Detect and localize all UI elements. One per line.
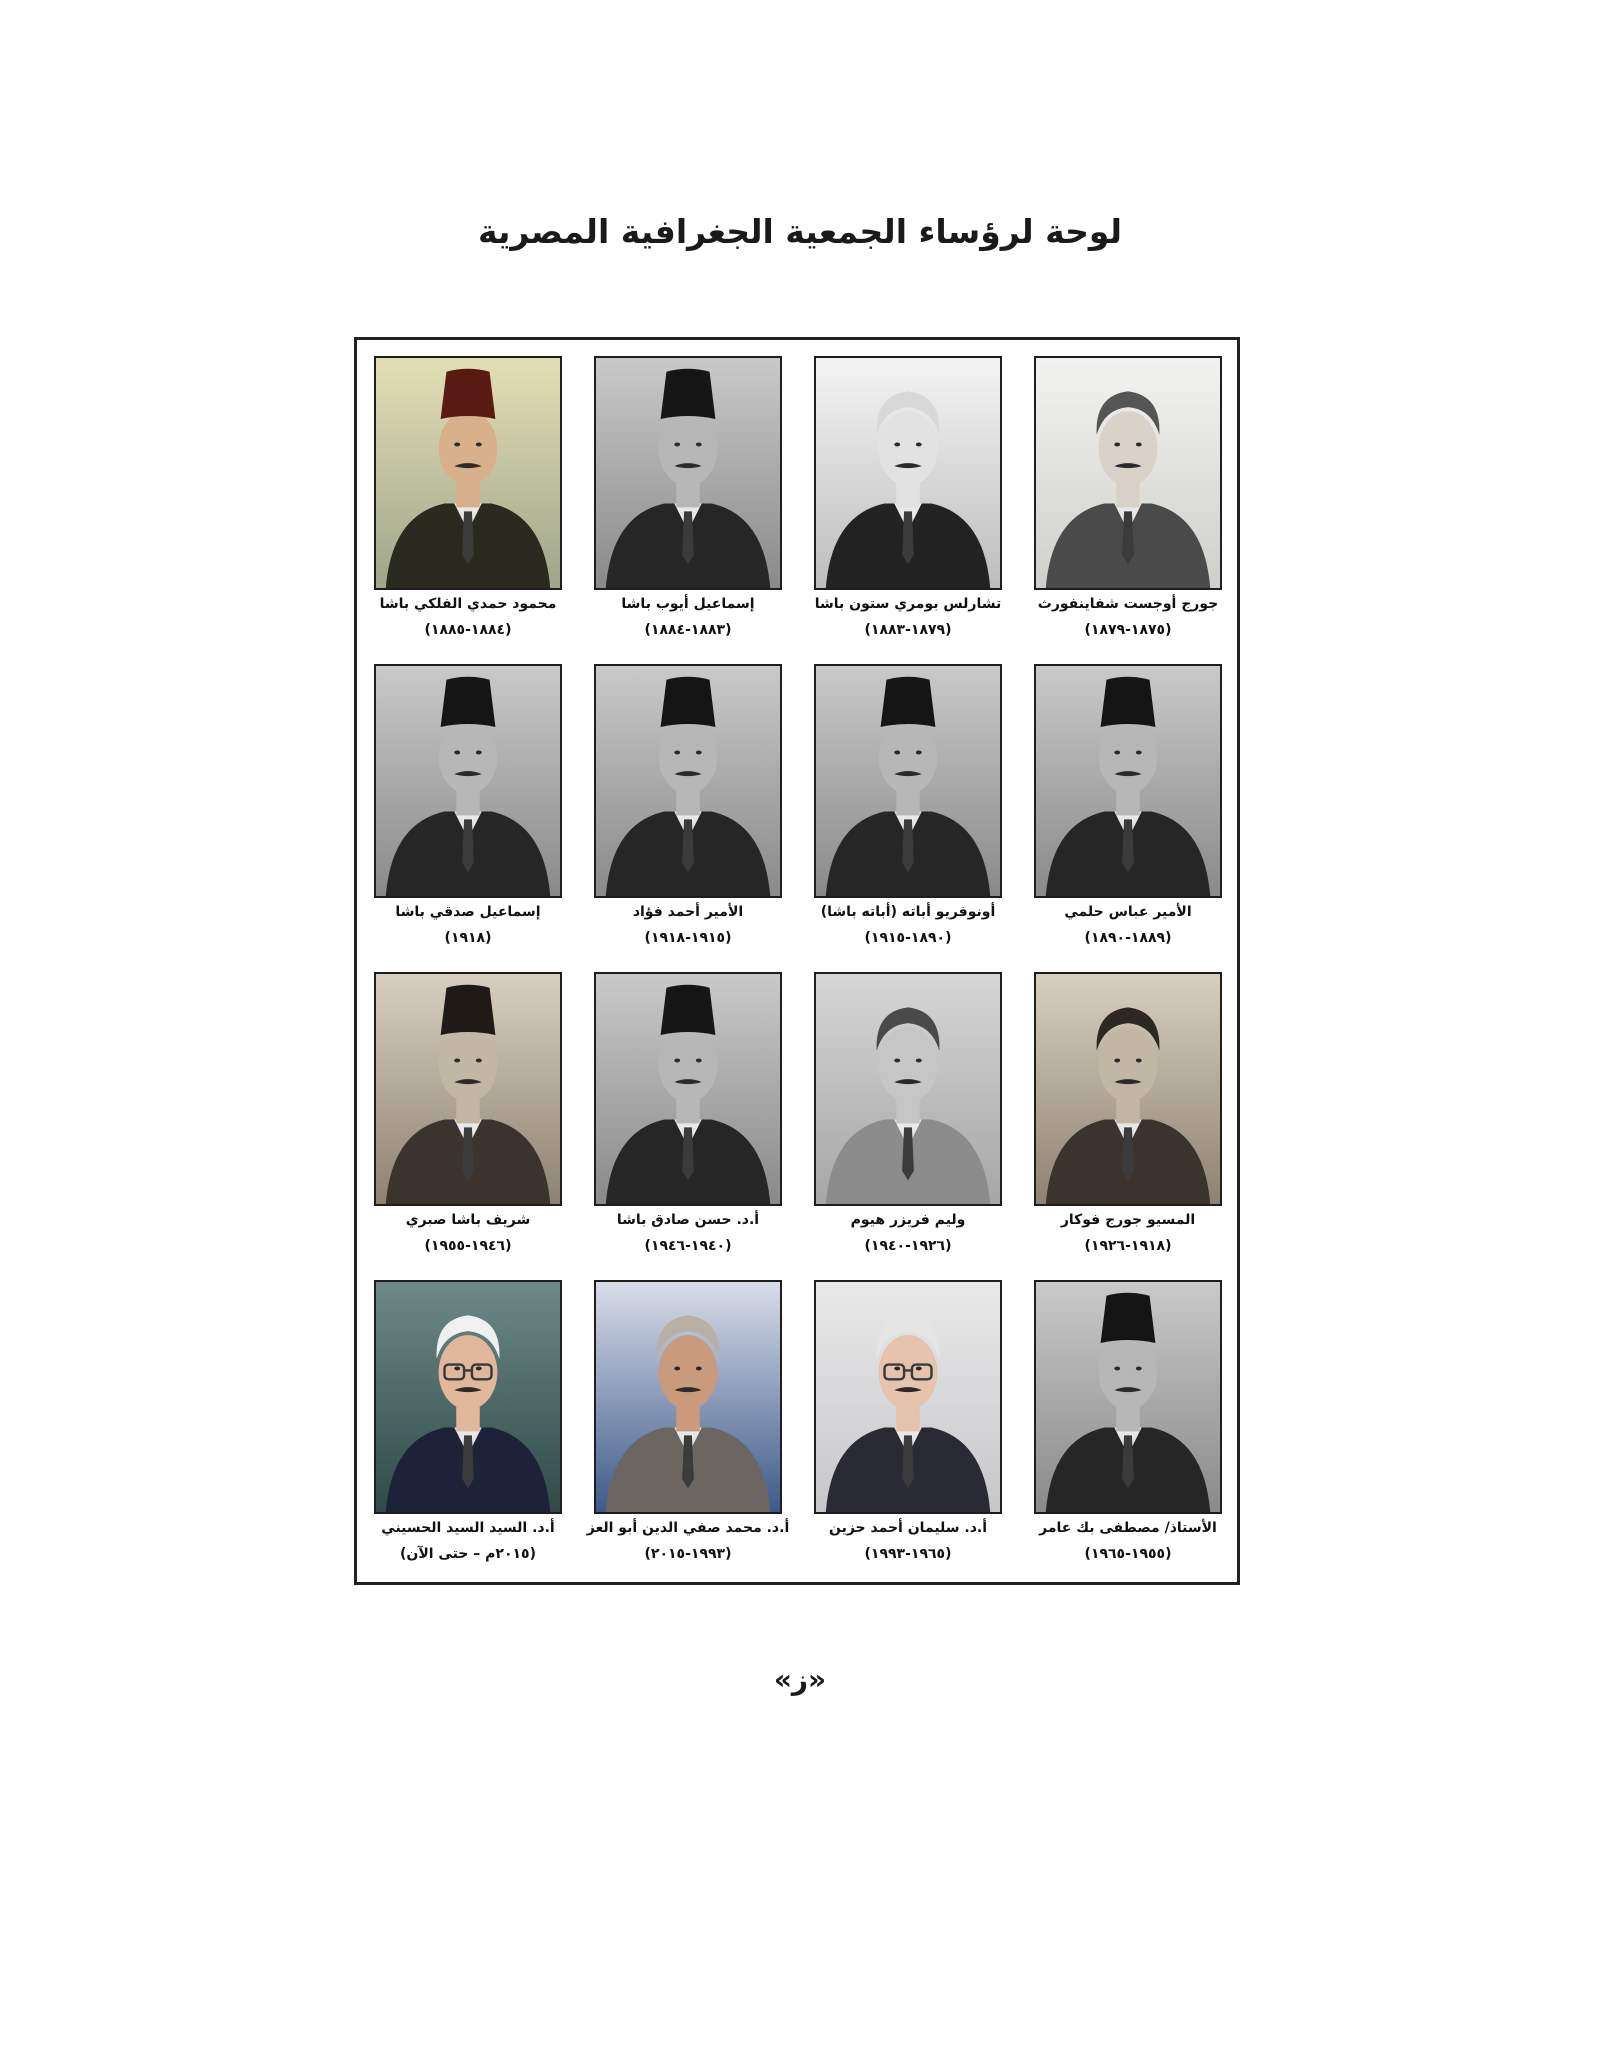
face	[439, 411, 498, 486]
tie	[1122, 511, 1134, 564]
tie	[462, 511, 474, 564]
president-name: أ.د. حسن صادق باشا	[616, 1212, 760, 1228]
president-card	[594, 972, 782, 1268]
tie	[682, 819, 694, 872]
president-name: إسماعيل أيوب باشا	[621, 596, 755, 612]
fez-hat	[661, 985, 716, 1035]
president-portrait	[1034, 356, 1222, 590]
tie	[462, 1435, 474, 1488]
president-term-years: (١٩٩٣-٢٠١٥)	[644, 1546, 732, 1562]
fez-hat	[441, 985, 496, 1035]
tie	[902, 511, 914, 564]
fez-hat	[1101, 677, 1156, 727]
face	[439, 1335, 498, 1410]
fez-hat	[881, 677, 936, 727]
face	[1099, 719, 1158, 794]
face	[1099, 411, 1158, 486]
tie	[902, 819, 914, 872]
president-card	[586, 1280, 790, 1576]
president-portrait	[594, 972, 782, 1206]
president-name: الأستاذ/ مصطفى بك عامر	[1039, 1520, 1217, 1536]
tie	[682, 511, 694, 564]
president-term-years: (١٩٢٦-١٩٤٠)	[864, 1238, 952, 1254]
president-name: شريف باشا صبري	[405, 1212, 531, 1228]
face	[879, 1335, 938, 1410]
president-card	[1034, 356, 1222, 652]
president-portrait	[594, 664, 782, 898]
president-name: الأمير أحمد فؤاد	[632, 904, 744, 920]
tie	[462, 819, 474, 872]
president-card	[594, 664, 782, 960]
president-portrait	[1034, 972, 1222, 1206]
president-name: تشارلس بومري ستون باشا	[814, 596, 1002, 612]
president-card	[814, 972, 1002, 1268]
president-card	[1034, 664, 1222, 960]
president-name: المسيو جورج فوكار	[1060, 1212, 1196, 1228]
face	[659, 1335, 718, 1410]
president-term-years: (١٨٩٠-١٩١٥)	[864, 930, 952, 946]
president-term-years: (١٨٨٩-١٨٩٠)	[1084, 930, 1172, 946]
page-marker: «ز»	[773, 1663, 827, 1696]
fez-hat	[441, 369, 496, 419]
president-term-years: (١٨٧٩-١٨٨٣)	[864, 622, 952, 638]
president-term-years: (١٩٤٠-١٩٤٦)	[644, 1238, 732, 1254]
president-name: أ.د. سليمان أحمد حزين	[828, 1520, 988, 1536]
president-card	[1034, 1280, 1222, 1576]
president-term-years: (١٩١٨-١٩٢٦)	[1084, 1238, 1172, 1254]
president-name: إسماعيل صدقي باشا	[395, 904, 541, 920]
president-card	[374, 972, 562, 1268]
president-name: أونوفريو أباته (أباته باشا)	[820, 904, 996, 920]
president-card	[814, 1280, 1002, 1576]
president-name: الأمير عباس حلمي	[1064, 904, 1192, 920]
president-card	[374, 356, 562, 652]
face	[879, 411, 938, 486]
president-portrait	[374, 972, 562, 1206]
presidents-grid	[374, 356, 1222, 1576]
president-portrait	[374, 356, 562, 590]
face	[1099, 1335, 1158, 1410]
president-portrait	[1034, 664, 1222, 898]
president-card	[374, 1280, 562, 1576]
president-portrait	[814, 972, 1002, 1206]
president-term-years: (١٨٨٣-١٨٨٤)	[644, 622, 732, 638]
president-portrait	[374, 664, 562, 898]
tie	[902, 1435, 914, 1488]
fez-hat	[661, 677, 716, 727]
face	[879, 1027, 938, 1102]
face	[879, 719, 938, 794]
president-portrait	[1034, 1280, 1222, 1514]
face	[439, 719, 498, 794]
fez-hat	[1101, 1293, 1156, 1343]
tie	[682, 1435, 694, 1488]
president-card	[594, 356, 782, 652]
president-term-years: (١٩٤٦-١٩٥٥)	[424, 1238, 512, 1254]
face	[439, 1027, 498, 1102]
president-card	[814, 356, 1002, 652]
president-term-years: (١٨٧٥-١٨٧٩)	[1084, 622, 1172, 638]
tie	[1122, 1435, 1134, 1488]
tie	[902, 1127, 914, 1180]
president-term-years: (١٩١٥-١٩١٨)	[644, 930, 732, 946]
tie	[1122, 1127, 1134, 1180]
tie	[682, 1127, 694, 1180]
president-portrait	[814, 356, 1002, 590]
president-term-years: (٢٠١٥م – حتى الآن)	[399, 1546, 537, 1562]
president-name: محمود حمدي الفلكي باشا	[379, 596, 557, 612]
tie	[1122, 819, 1134, 872]
face	[659, 719, 718, 794]
president-name: جورج أوجست شفاينفورث	[1037, 596, 1219, 612]
president-term-years: (١٩٥٥-١٩٦٥)	[1084, 1546, 1172, 1562]
fez-hat	[661, 369, 716, 419]
presidents-board	[354, 337, 1240, 1585]
president-portrait	[594, 1280, 782, 1514]
fez-hat	[441, 677, 496, 727]
president-term-years: (١٨٨٤-١٨٨٥)	[424, 622, 512, 638]
president-card	[374, 664, 562, 960]
face	[1099, 1027, 1158, 1102]
president-card	[1034, 972, 1222, 1268]
president-term-years: (١٩١٨)	[444, 930, 492, 946]
president-name: أ.د. السيد السيد الحسيني	[381, 1520, 555, 1536]
president-name: وليم فريزر هيوم	[850, 1212, 966, 1228]
president-card	[814, 664, 1002, 960]
president-portrait	[814, 1280, 1002, 1514]
face	[659, 1027, 718, 1102]
president-portrait	[594, 356, 782, 590]
president-name: أ.د. محمد صفي الدين أبو العز	[586, 1520, 790, 1536]
president-term-years: (١٩٦٥-١٩٩٣)	[864, 1546, 952, 1562]
tie	[462, 1127, 474, 1180]
president-portrait	[814, 664, 1002, 898]
face	[659, 411, 718, 486]
page-title: لوحة لرؤساء الجمعية الجغرافية المصرية	[477, 212, 1122, 251]
president-portrait	[374, 1280, 562, 1514]
